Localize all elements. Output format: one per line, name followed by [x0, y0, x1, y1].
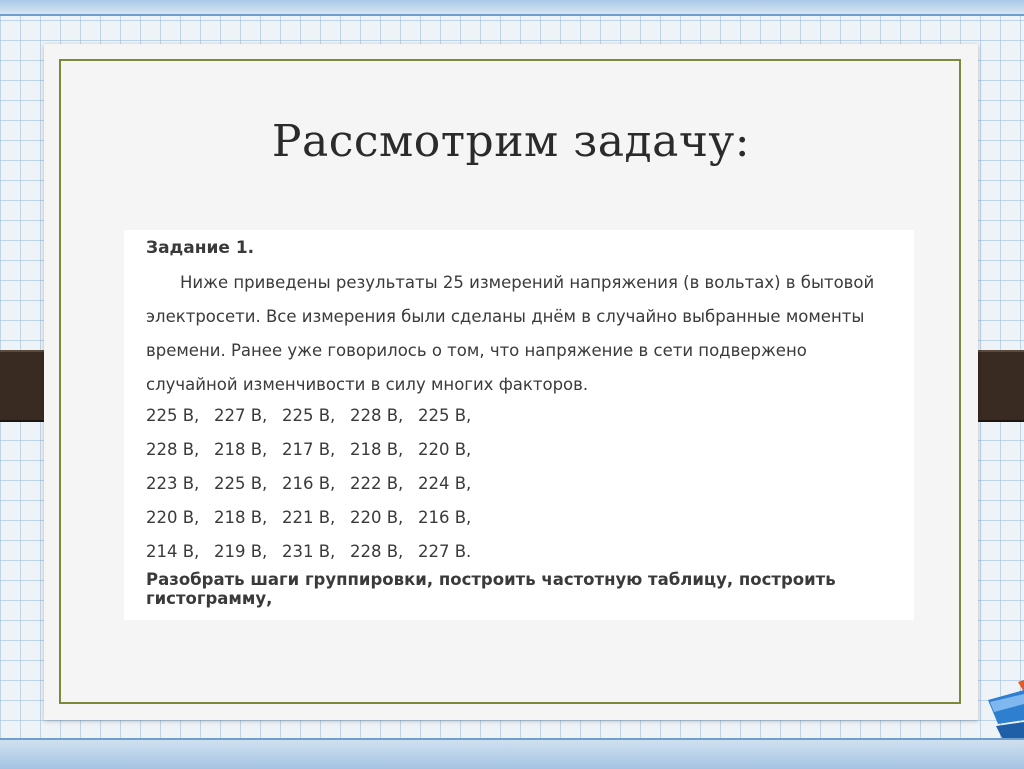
value-cell: 225 В,: [146, 405, 200, 425]
value-cell: 216 В,: [282, 473, 336, 493]
bottom-decorative-band: [0, 738, 1024, 769]
task-paragraph: [146, 266, 902, 402]
value-cell: 225 В,: [214, 473, 268, 493]
value-cell: 220 В,: [418, 439, 472, 459]
value-cell: 217 В,: [282, 439, 336, 459]
value-cell: 218 В,: [214, 507, 268, 527]
measurement-values: [146, 398, 486, 568]
value-cell: 227 В,: [214, 405, 268, 425]
corner-pencil-decoration: [978, 680, 1024, 738]
values-row: [146, 398, 486, 432]
value-cell: 221 В,: [282, 507, 336, 527]
value-cell: 228 В,: [350, 541, 404, 561]
task-paragraph-text: Ниже приведены результаты 25 измерений напряжения (в вольтах) в бытовой электросети. Все измерения были сделаны днём в случайно выбранные моменты времени. Ранее уже говорилось о том, что напряжение в сети подвержено случайной изменчивости в силу многих факторов.: [146, 273, 875, 394]
task-instruction: Разобрать шаги группировки, построить частотную таблицу, построить гистограмму,: [146, 570, 836, 608]
value-cell: 227 В.: [418, 541, 472, 561]
values-row: [146, 500, 486, 534]
value-cell: 225 В,: [418, 405, 472, 425]
top-decorative-band: [0, 0, 1024, 16]
value-cell: 224 В,: [418, 473, 472, 493]
value-cell: 216 В,: [418, 507, 472, 527]
values-row: [146, 534, 486, 568]
task-heading: Задание 1.: [146, 238, 255, 258]
values-row: [146, 466, 486, 500]
value-cell: 228 В,: [146, 439, 200, 459]
value-cell: 231 В,: [282, 541, 336, 561]
value-cell: 220 В,: [350, 507, 404, 527]
value-cell: 218 В,: [350, 439, 404, 459]
value-cell: 228 В,: [350, 405, 404, 425]
value-cell: 222 В,: [350, 473, 404, 493]
value-cell: 223 В,: [146, 473, 200, 493]
task-box: [124, 230, 914, 620]
value-cell: 218 В,: [214, 439, 268, 459]
value-cell: 219 В,: [214, 541, 268, 561]
value-cell: 225 В,: [282, 405, 336, 425]
value-cell: 220 В,: [146, 507, 200, 527]
values-row: [146, 432, 486, 466]
value-cell: 214 В,: [146, 541, 200, 561]
slide-title: Рассмотрим задачу:: [271, 116, 751, 167]
slide-card: [44, 44, 978, 720]
